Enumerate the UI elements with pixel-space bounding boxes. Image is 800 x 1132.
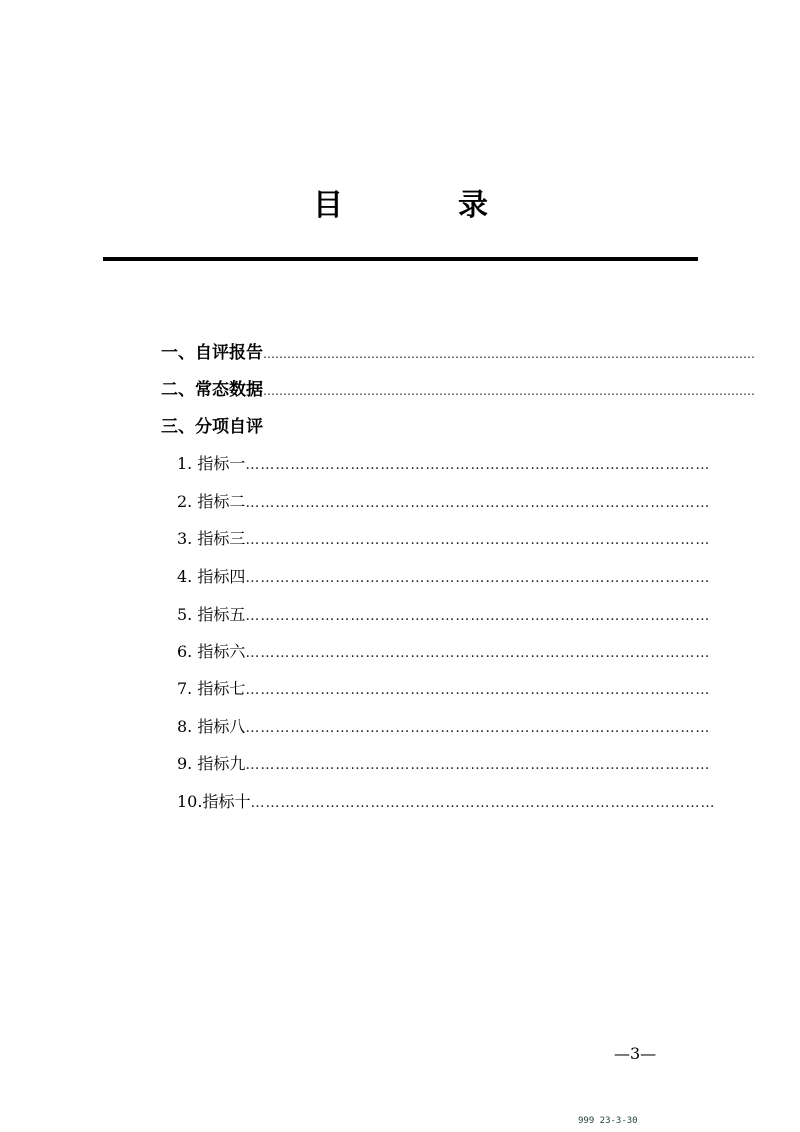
toc-subentry-5[interactable] <box>177 602 711 628</box>
page-number: —3— <box>614 1044 657 1063</box>
dot-leader: …………………………………………………………………………………………………………… <box>263 347 755 361</box>
toc-subentry-8[interactable] <box>177 714 711 740</box>
dot-leader: ………………………………………………………………………………… <box>245 645 711 661</box>
toc-entry-label: 10.指标十 <box>177 792 251 811</box>
toc-subentry-4[interactable] <box>177 564 711 590</box>
toc-entry-normal-data[interactable] <box>161 377 755 403</box>
dot-leader: ………………………………………………………………………………… <box>245 570 711 586</box>
dot-leader: ………………………………………………………………………………… <box>245 532 711 548</box>
toc-subentry-10[interactable] <box>177 789 716 815</box>
toc-subentry-9[interactable] <box>177 751 711 777</box>
dot-leader: ………………………………………………………………………………… <box>245 757 711 773</box>
dot-leader: …………………………………………………………………………………………………………… <box>263 384 755 398</box>
toc-entry-label: 7. 指标七 <box>177 679 246 698</box>
title-divider <box>103 257 698 261</box>
toc-entry-itemized-self-eval[interactable] <box>161 414 658 440</box>
toc-entry-label: 二、常态数据 <box>161 380 263 400</box>
toc-entry-label: 4. 指标四 <box>177 567 246 586</box>
toc-entry-label: 5. 指标五 <box>177 605 246 624</box>
toc-title <box>0 186 800 226</box>
dot-leader: ………………………………………………………………………………… <box>245 720 711 736</box>
toc-subentry-3[interactable] <box>177 526 711 552</box>
toc-entry-label: 2. 指标二 <box>177 492 246 511</box>
toc-entry-label: 1. 指标一 <box>177 454 246 473</box>
dot-leader: ………………………………………………………………………………… <box>245 457 711 473</box>
dot-leader: ………………………………………………………………………………… <box>250 795 716 811</box>
toc-subentry-7[interactable] <box>177 676 711 702</box>
toc-entry-label: 3. 指标三 <box>177 529 246 548</box>
title-char-1: 目 <box>313 188 343 223</box>
toc-entry-label: 三、分项自评 <box>161 417 263 437</box>
toc-entry-label: 6. 指标六 <box>177 642 246 661</box>
toc-subentry-2[interactable] <box>177 489 711 515</box>
footer-stamp: 999 23-3-30 <box>578 1116 638 1126</box>
dot-leader: ………………………………………………………………………………… <box>245 682 711 698</box>
toc-entry-self-report[interactable] <box>161 340 755 366</box>
toc-entry-label: 一、自评报告 <box>161 343 263 363</box>
dot-leader: ………………………………………………………………………………… <box>245 495 711 511</box>
toc-subentry-6[interactable] <box>177 639 711 665</box>
dot-leader: ………………………………………………………………………………… <box>245 608 711 624</box>
toc-entry-label: 9. 指标九 <box>177 754 246 773</box>
toc-entry-label: 8. 指标八 <box>177 717 246 736</box>
title-char-2: 录 <box>458 188 488 223</box>
toc-subentry-1[interactable] <box>177 451 711 477</box>
